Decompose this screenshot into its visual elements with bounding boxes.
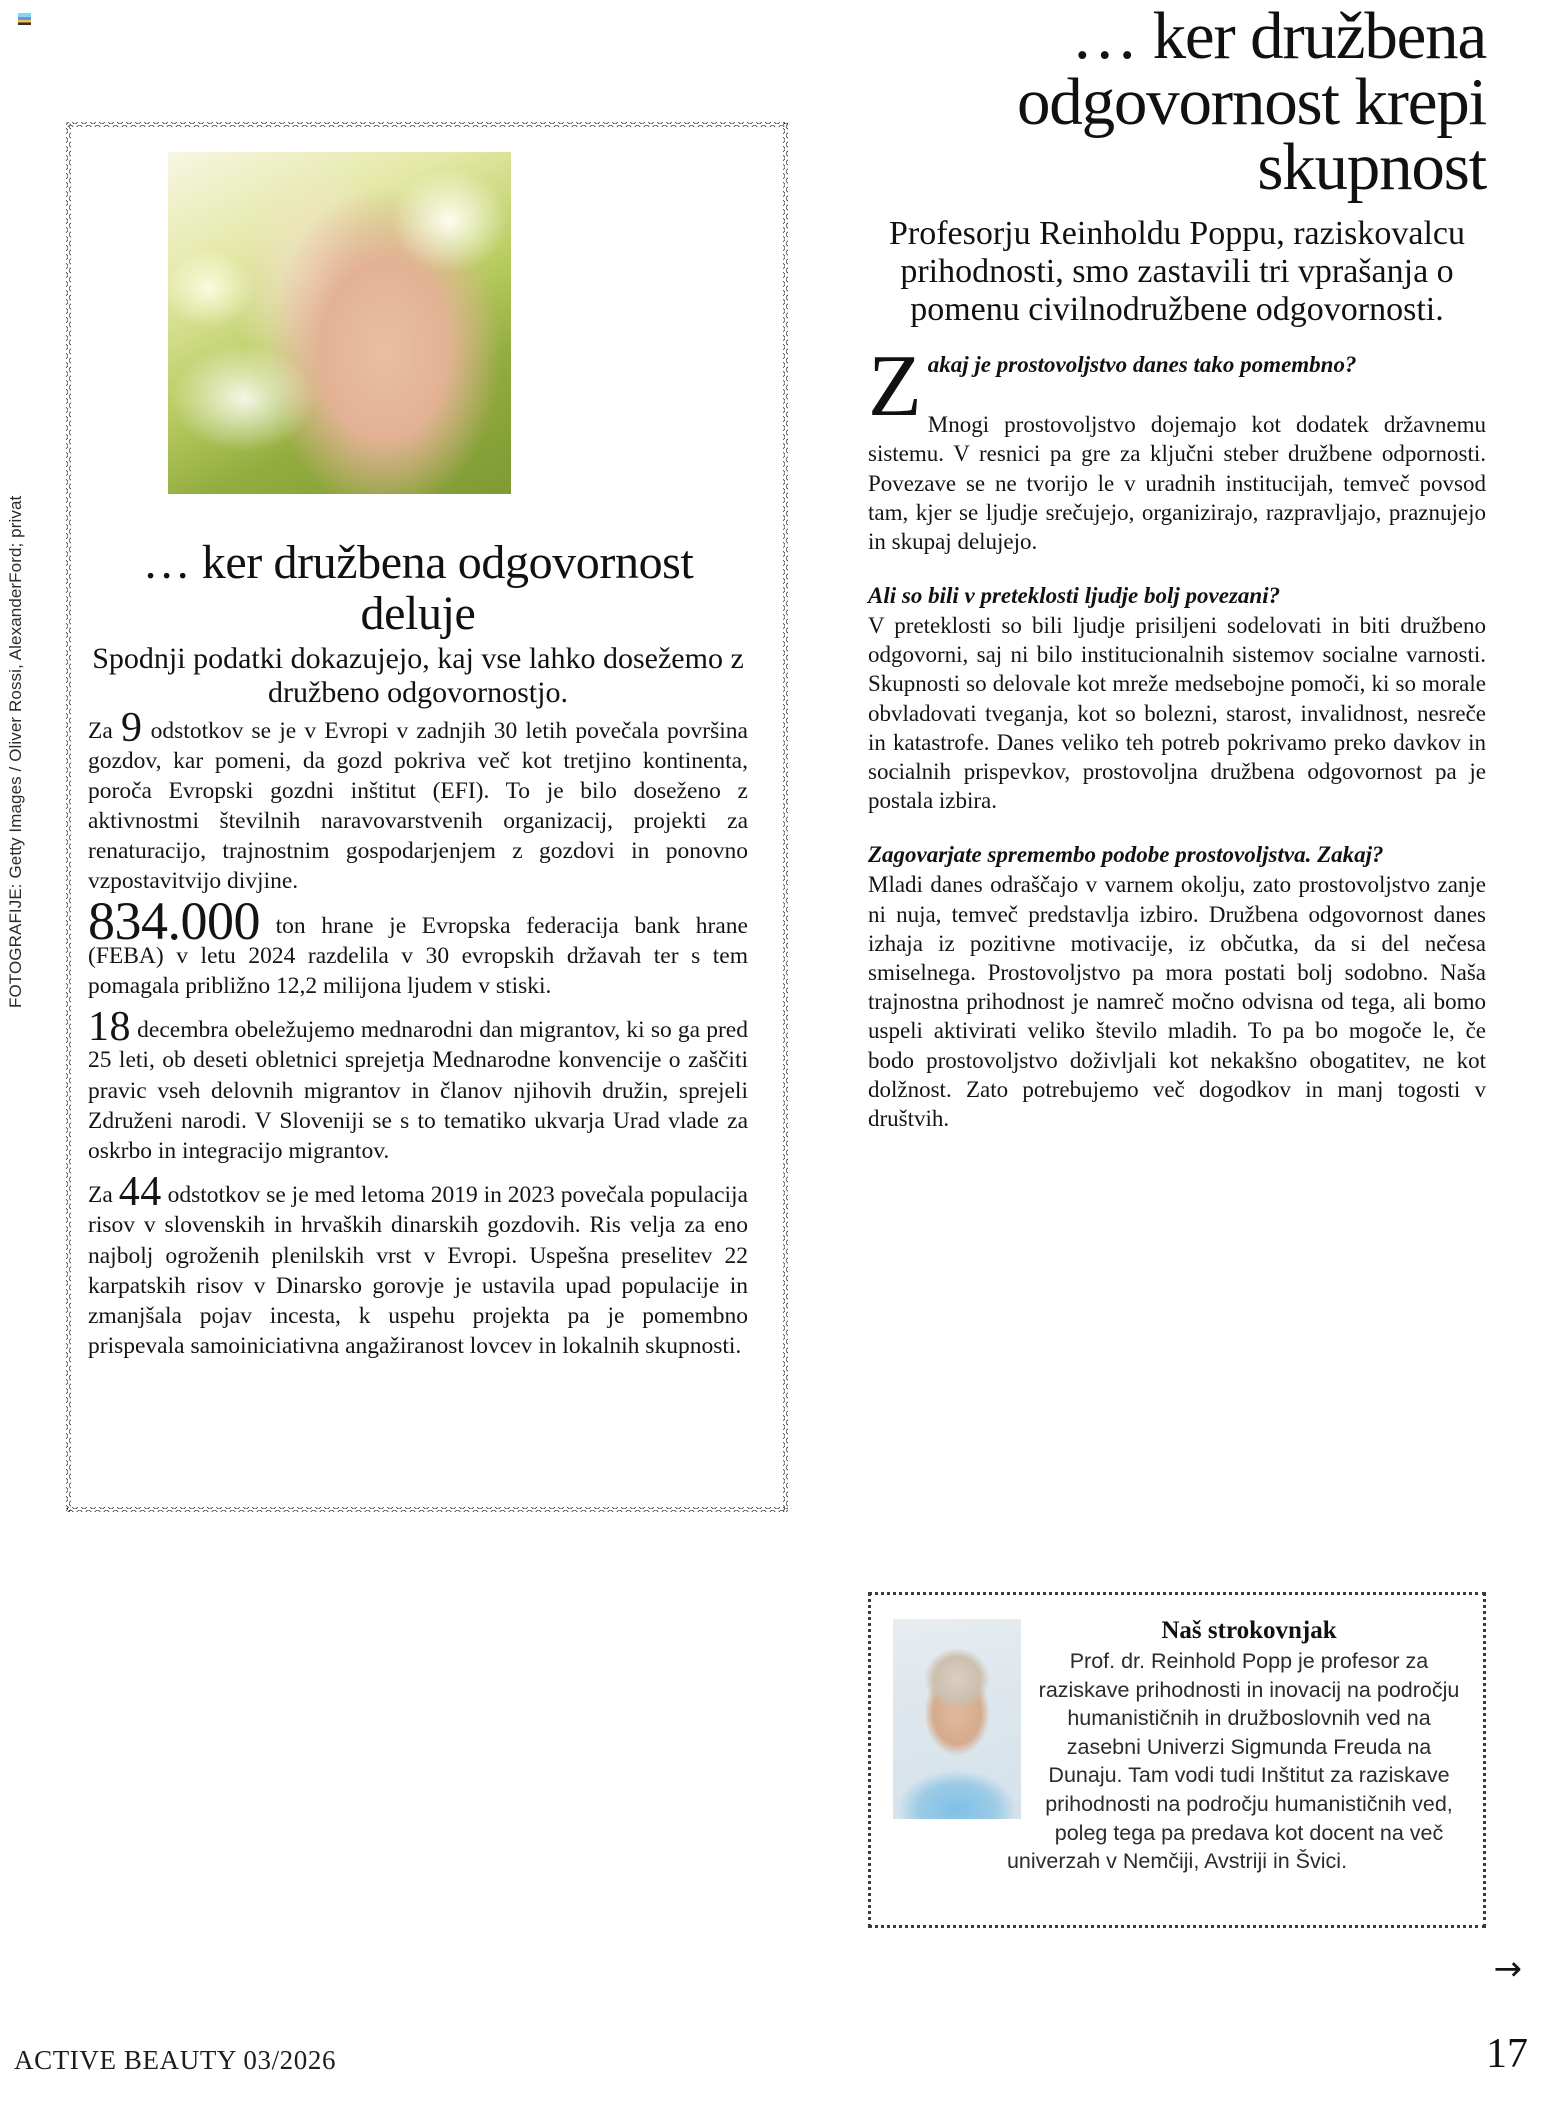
wavy-border-bottom: [66, 1507, 788, 1512]
fact-lead-number: 44: [118, 1169, 162, 1216]
fact-item: [88, 890, 748, 1002]
fact-item: [88, 704, 748, 897]
wavy-border-top: [66, 122, 788, 127]
interview-qa-item: [868, 582, 1486, 815]
wavy-border-right: [783, 122, 788, 1512]
facts-panel-content: [88, 140, 748, 1361]
interview-answer: Mladi danes odraščajo v varnem okolju, zato prostovoljstvo zanje ni nuja, temveč predstavlja izbiro. Družbena odgovornost danes izhaja iz pozitivne motivacije, iz občutka, da si del nečesa smiselnega. Prostovoljstvo pa mora postati bolj sodobno. Naša trajnostna prihodnost je namreč močno odvisna od tega, ali bomo uspeli aktivirati veliko število mladih. To pa bo mogoče le, če bodo prostovoljstvo doživljali kot nekakšno obogatitev, ne kot dolžnost. Zato potrebujemo več dogodkov in manj togosti v društvih.: [868, 872, 1486, 1131]
fact-lead-number: 18: [88, 1004, 131, 1051]
interview-answer: Mnogi prostovoljstvo dojemajo kot dodatek državnemu sistemu. V resnici pa gre za ključni steber družbene odpornosti. Povezave se ne tvorijo le v uradnih institucijah, temveč povsod tam, kjer se ljudje srečujejo, organizirajo, razpravljajo, praznujejo in skupaj delujejo.: [868, 412, 1486, 555]
expert-box-content: [871, 1595, 1483, 1886]
wavy-border-left: [66, 122, 71, 1512]
photo-credit-text: FOTOGRAFIJE: Getty Images / Oliver Rossi, AlexanderFord; privat: [6, 495, 25, 1008]
fact-lead-number: 9: [120, 704, 143, 751]
footer-magazine-issue: ACTIVE BEAUTY 03/2026: [14, 2045, 337, 2075]
interview-question: [868, 582, 1486, 610]
expert-box-title: Naš strokovnjak: [1161, 1617, 1337, 1644]
interview-question-text: Ali so bili v preteklosti ljudje bolj povezani?: [868, 583, 1281, 609]
interview-qa-item: [868, 338, 1486, 556]
interview-question: [868, 841, 1486, 869]
expert-box: [868, 1592, 1486, 1928]
interview-qa-item: [868, 841, 1486, 1133]
next-page-arrow-icon[interactable]: →: [1493, 1949, 1522, 1989]
page-number: 17: [1486, 2031, 1528, 2077]
fact-item: [88, 1004, 748, 1166]
interview-question-text: akaj je prostovoljstvo danes tako pomembno?: [927, 352, 1357, 378]
facts-list: [88, 704, 748, 1362]
interview-answer: V preteklosti so bili ljudje prisiljeni sodelovati in biti družbeno odgovorni, saj ni bilo institucionalnih sistemov socialne varnosti. Skupnosti so delovale kot mreže medsebojne pomoči, ki so morale obvladovati tveganja, kot so bolezni, starost, invalidnost, nesreče in katastrofe. Danes veliko teh potreb pokrivamo preko davkov in socialnih prispevkov, prostovoljna družbena odgovornost pa je postala izbira.: [868, 613, 1486, 814]
fact-lead-prefix: Za: [88, 717, 121, 744]
facts-panel: [66, 122, 788, 1512]
drop-cap: Z: [868, 338, 922, 436]
interview-question: [868, 338, 1486, 436]
colour-marker-icon: [18, 13, 31, 25]
facts-headline: … ker družbena odgovornost deluje: [142, 536, 694, 640]
fact-body-text: ton hrane je Evropska federacija bank hrane (FEBA) v letu 2024 razdelila v 30 evropskih državah ter s tem pomagala približno 12,2 milijona ljudem v stiski.: [88, 912, 748, 1000]
fact-lead-prefix: Za: [88, 1182, 119, 1209]
fact-body-text: decembra obeležujemo mednarodni dan migrantov, ki so ga pred 25 leti, ob deseti obletnici sprejetja Mednarodne konvencije o zaščiti pravic vseh delovnih migrantov in članov njihovih družin, sprejeli Združeni narodi. V Sloveniji se s to tematiko ukvarja Urad vlade za oskrbo in integracijo migrantov.: [88, 1017, 748, 1164]
fact-item: [88, 1169, 748, 1361]
page-title: … ker družbena odgovornost krepi skupnost: [1016, 0, 1486, 205]
standfirst: Profesorju Reinholdu Poppu, raziskovalcu prihodnosti, smo zastavili tri vprašanja o pomenu civilnodružbene odgovornosti.: [888, 214, 1466, 329]
fact-body-text: odstotkov se je med letoma 2019 in 2023 povečala populacija risov v slovenskih in hrvaških dinarskih gozdovih. Ris velja za eno najbolj ogroženih plenilskih vrst v Evropi. Uspešna preselitev 22 karpatskih risov v Dinarsko gorovje je ustavila upad populacije in zmanjšala pojav incesta, k uspehu projekta pa je pomembno prispevala samoiniciativna angažiranost lovcev in lokalnih skupnosti.: [88, 1182, 748, 1360]
interview-question-text: Zagovarjate spremembo podobe prostovoljstva. Zakaj?: [868, 842, 1384, 868]
fact-body-text: odstotkov se je v Evropi v zadnjih 30 letih povečala površina gozdov, kar pomeni, da gozd pokriva več kot tretjino kontinenta, poroča Evropski gozdni inštitut (EFI). To je bilo doseženo z aktivnostmi številnih naravovarstvenih organizacij, projekti za renaturacijo, trajnostnim gospodarjenjem z gozdovi in ponovno vzpostavitvijo divjine.: [88, 717, 748, 895]
interview-qa-list: [868, 338, 1486, 1133]
fact-lead-number: 834.000: [88, 890, 260, 951]
article-column: [868, 0, 1486, 1133]
expert-portrait-photo: [893, 1619, 1021, 1819]
facts-subhead: Spodnji podatki dokazujejo, kaj vse lahko dosežemo z družbeno odgovornostjo.: [92, 641, 744, 709]
photo-credit: [6, 468, 26, 1008]
expert-box-text: Prof. dr. Reinhold Popp je profesor za raziskave prihodnosti in inovacij na področju humanističnih in družboslovnih ved na zasebni Univerzi Sigmunda Freuda na Dunaju. Tam vodi tudi Inštitut za raziskave prihodnosti na področju humanističnih ved, poleg tega pa predava kot docent na več univerzah v Nemčiji, Avstriji in Švici.: [1006, 1649, 1460, 1874]
